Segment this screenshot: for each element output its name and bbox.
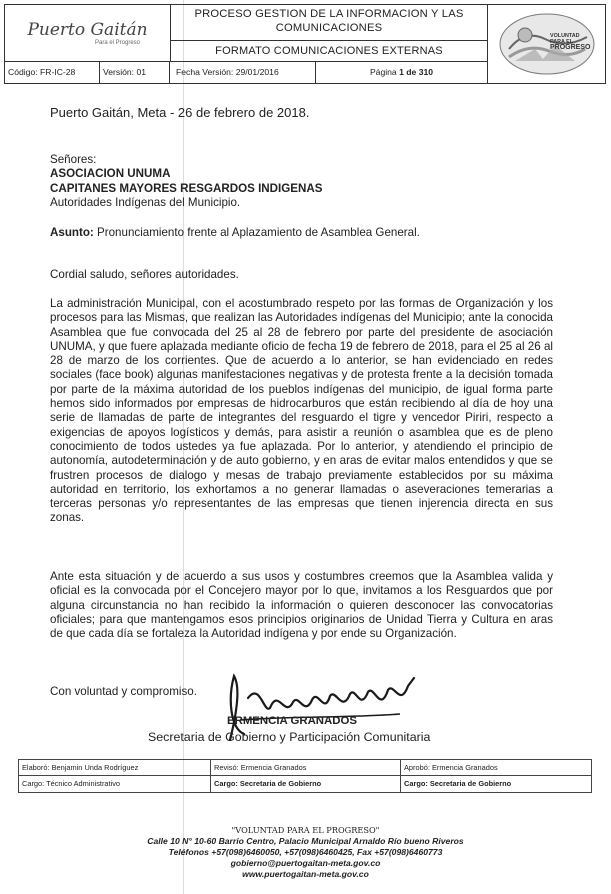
header-version: Versión: 01 [100, 62, 170, 83]
footer-motto: "VOLUNTAD PARA EL PROGRESO" [231, 825, 380, 835]
header-format: FORMATO COMUNICACIONES EXTERNAS [215, 45, 443, 57]
recipients-block [50, 153, 570, 210]
salutation-to: Señores: [50, 153, 97, 166]
footer-email: gobierno@puertogaitan-meta.gov.co [230, 858, 381, 868]
footer-website: www.puertogaitan-meta.gov.co [242, 869, 369, 879]
closing: Con voluntad y compromiso. [50, 685, 197, 698]
cargo-reviso-cell: Cargo: Secretaria de Gobierno [211, 776, 401, 792]
signer-name: ERMENCIA GRANADOS [227, 715, 357, 727]
header-version-date: Fecha Versión: 29/01/2016 [170, 62, 316, 83]
header-title [171, 5, 487, 41]
reviso-cell: Revisó: Ermencia Granados [211, 760, 401, 776]
place-date: Puerto Gaitán, Meta - 26 de febrero de 2018. [50, 105, 310, 120]
cargo-elaboro-cell: Cargo: Técnico Administrativo [19, 776, 211, 792]
paragraph-1: La administración Municipal, con el acostumbrado respeto por las formas de Organización y los procesos para las Mismas, que realizan las Autoridades indígenas del Municipio; ante la conocida Asamblea que fue convocada del 25 al 28 de febrero por parte del presidente de asociación UNUMA, y que fuere aplazada mediante oficio de fecha 19 de febrero de 2018, para el 25 al 26 al 28 de marzo de los corrientes. Que de acuerdo a lo anterior, se han evidenciado en redes sociales (face book) algunas manifestaciones negativas y de protesta frente a la decisión tomada por parte de la máxima autoridad de los pueblos indígenas del municipio, de igual forma parte hemos sido informados por empresas de hidrocarburos que están recibiendo al día de hoy una serie de llamadas de parte de integrantes del resguardo el tigre y vencedor Piriri, respecto a exigencias de apoyos logísticos y demás, para asistir a reunión o asamblea que es de pleno conocimiento de todos ustedes ya fue aplazada. Por lo anterior, y atendiendo el principio de autonomía, autodeterminación y de auto gobierno, y en aras de evitar malos entendidos y que se frustren procesos de dialogo y mesas de trabajo previamente establecidos por su máxima autoridad en territorio, los exhortamos a no generar llamadas o aseveraciones temerarias a terceras personas y/o representantes de las empresas que tienen injerencia directa en sus zonas. [50, 297, 553, 525]
subject-line [50, 226, 570, 240]
approval-table [18, 759, 592, 793]
page-prefix: Página [369, 67, 400, 77]
header-code: Código: FR-IC-28 [5, 62, 100, 83]
page-number: 1 de 310 [399, 67, 434, 77]
municipality-logo [5, 5, 171, 61]
recipient-1: ASOCIACION UNUMA [50, 167, 171, 181]
recipient-2: CAPITANES MAYORES RESGARDOS INDIGENAS [50, 181, 323, 195]
header-page [316, 62, 487, 83]
cargo-aprobo-cell: Cargo: Secretaria de Gobierno [404, 779, 512, 788]
header-title-line1: PROCESO GESTION DE LA INFORMACION Y LAS [194, 8, 464, 20]
footer-address: Calle 10 N° 10-60 Barrio Centro, Palacio Municipal Arnaldo Río bueno Riveros [147, 836, 464, 846]
document-header [4, 4, 606, 84]
header-title-line2: COMUNICACIONES [275, 21, 383, 34]
subject-text: Pronunciamiento frente al Aplazamiento de Asamblea General. [93, 226, 420, 239]
logo-left-text: Puerto Gaitán [27, 20, 148, 40]
paragraph-2: Ante esta situación y de acuerdo a sus usos y costumbres creemos que la Asamblea valida y oficial es la convocada por el Concejero mayor por lo que, invitamos a los Resguardos que por alguna circunstancia no han recibido la información o quieren desconocer las convocatorias oficiales; para que mantengamos esos principios originarios de Unidad Tierra y Cultura en aras de que cada día se fortaleza la Autoridad indígena y por ende su Organización. [50, 570, 553, 641]
logo-right-line3: PROGRESO [550, 44, 591, 51]
logo-left-sub: Para el Progreso [94, 40, 141, 46]
logo-right-line2: PARA EL [550, 39, 574, 45]
elaboro-cell: Elaboró: Benjamin Unda Rodríguez [19, 760, 211, 776]
greeting: Cordial saludo, señores autoridades. [50, 268, 239, 281]
logo-right-line1: VOLUNTAD [550, 33, 580, 39]
aprobo-cell: Aprobó: Ermencia Granados [401, 760, 591, 776]
subject-label: Asunto: [50, 226, 94, 239]
recipient-3: Autoridades Indígenas del Municipio. [50, 195, 241, 209]
campaign-logo [487, 5, 605, 83]
header-metadata-row [5, 61, 487, 83]
footer-phones: Teléfonos +57(098)6460050, +57(098)6460425, Fax +57(098)6460773 [168, 847, 443, 857]
signer-title: Secretaria de Gobierno y Participación Comunitaria [148, 730, 431, 744]
